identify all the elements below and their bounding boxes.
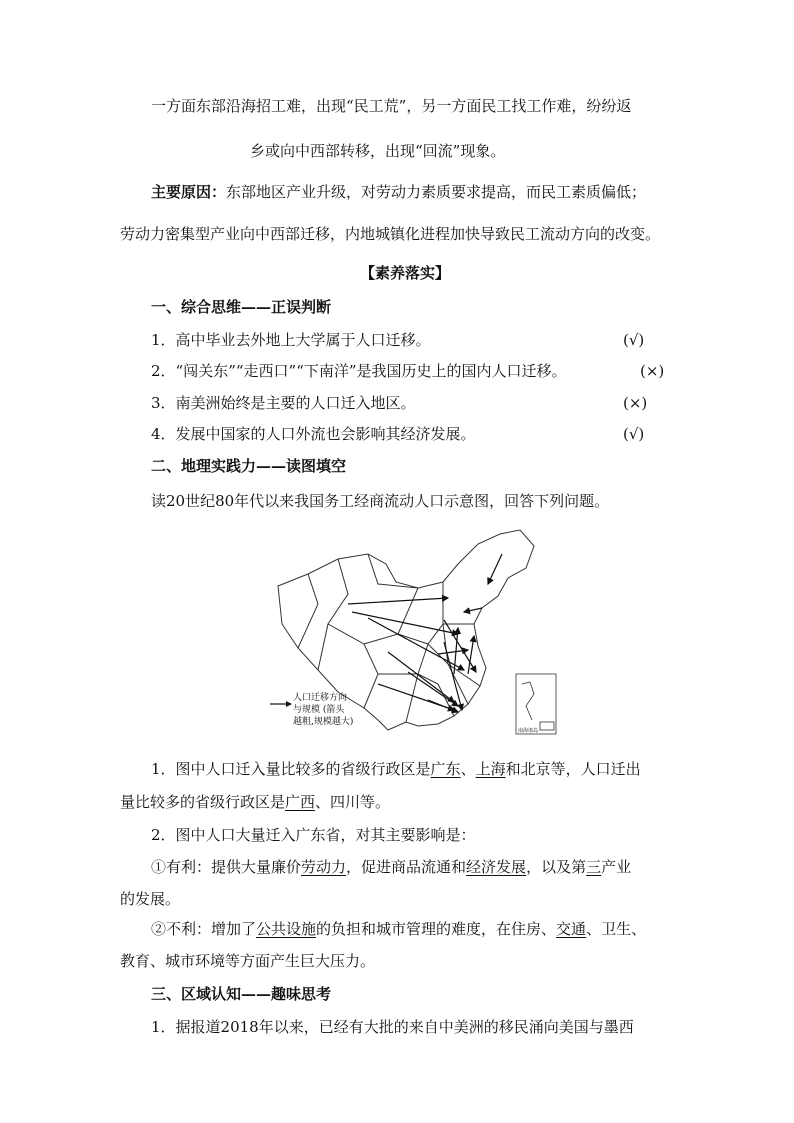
q2-line: 2．图中人口大量迁入广东省，对其主要影响是： [151,826,476,844]
judge-mark: (√) [623,331,645,349]
judge-mark: (×) [640,362,665,380]
judge-mark: (√) [623,425,645,443]
text-line: 劳动力密集型产业向中西部迁移，内地城镇化进程加快导致民工流动方向的改变。 [120,225,661,243]
part3-heading: 三、区域认知——趣味思考 [151,985,332,1003]
inset-map [516,674,556,734]
answer-blank: 经济发展 [466,858,527,876]
judge-item: 2．“闯关东”“走西口”“下南洋”是我国历史上的国内人口迁移。 [151,362,567,380]
answer-blank: 上海 [475,760,506,778]
part2-intro: 读20世纪80年代以来我国务工经商流动人口示意图，回答下列问题。 [151,492,610,510]
q1-line: 1．图中人口迁入量比较多的省级行政区是广东、上海和北京等，人口迁出 [151,760,641,778]
q2-advantage: ①有利：提供大量廉价劳动力，促进商品流通和经济发展，以及第三产业 [151,858,632,876]
q2-line: 的发展。 [120,890,181,908]
answer-blank: 广西 [285,793,316,811]
part2-heading: 二、地理实践力——读图填空 [151,457,347,475]
legend-line: 越粗,规模越大) [293,717,354,727]
text-line: 乡或向中西部转移，出现“回流”现象。 [250,142,506,160]
judge-item: 1．高中毕业去外地上大学属于人口迁移。 [151,331,431,349]
section-title: 【素养落实】 [360,264,451,282]
answer-blank: 劳动力 [301,858,347,876]
judge-item: 3．南美洲始终是主要的人口迁入地区。 [151,394,416,412]
answer-blank: 公共设施 [256,920,317,938]
answer-blank: 交通 [556,920,587,938]
part1-heading: 一、综合思维——正误判断 [151,298,332,316]
judge-mark: (×) [623,394,648,412]
inset-label: 南海诸岛 [518,728,539,734]
legend-line: 人口迁移方向 [293,693,348,703]
legend-arrow-icon [270,700,292,708]
q1-line: 量比较多的省级行政区是广西、四川等。 [120,793,391,811]
reason-text: 东部地区产业升级，对劳动力素质要求提高，而民工素质偏低； [226,183,647,201]
answer-blank: 广东 [430,760,461,778]
q2-line: 教育、城市环境等方面产生巨大压力。 [120,952,376,970]
reason-label: 主要原因： [151,183,227,201]
text-line: 一方面东部沿海招工难，出现“民工荒”，另一方面民工找工作难，纷纷返 [151,97,632,115]
reason-paragraph [151,181,646,203]
judge-item: 4．发展中国家的人口外流也会影响其经济发展。 [151,425,476,443]
answer-blank: 三 [586,858,602,876]
part3-q1: 1．据报道2018年以来，已经有大批的来自中美洲的移民涌向美国与墨西 [151,1018,634,1036]
q2-disadvantage: ②不利：增加了公共设施的负担和城市管理的难度，在住房、交通、卫生、 [151,920,647,938]
legend-line: 与规模 (箭头 [293,705,345,715]
